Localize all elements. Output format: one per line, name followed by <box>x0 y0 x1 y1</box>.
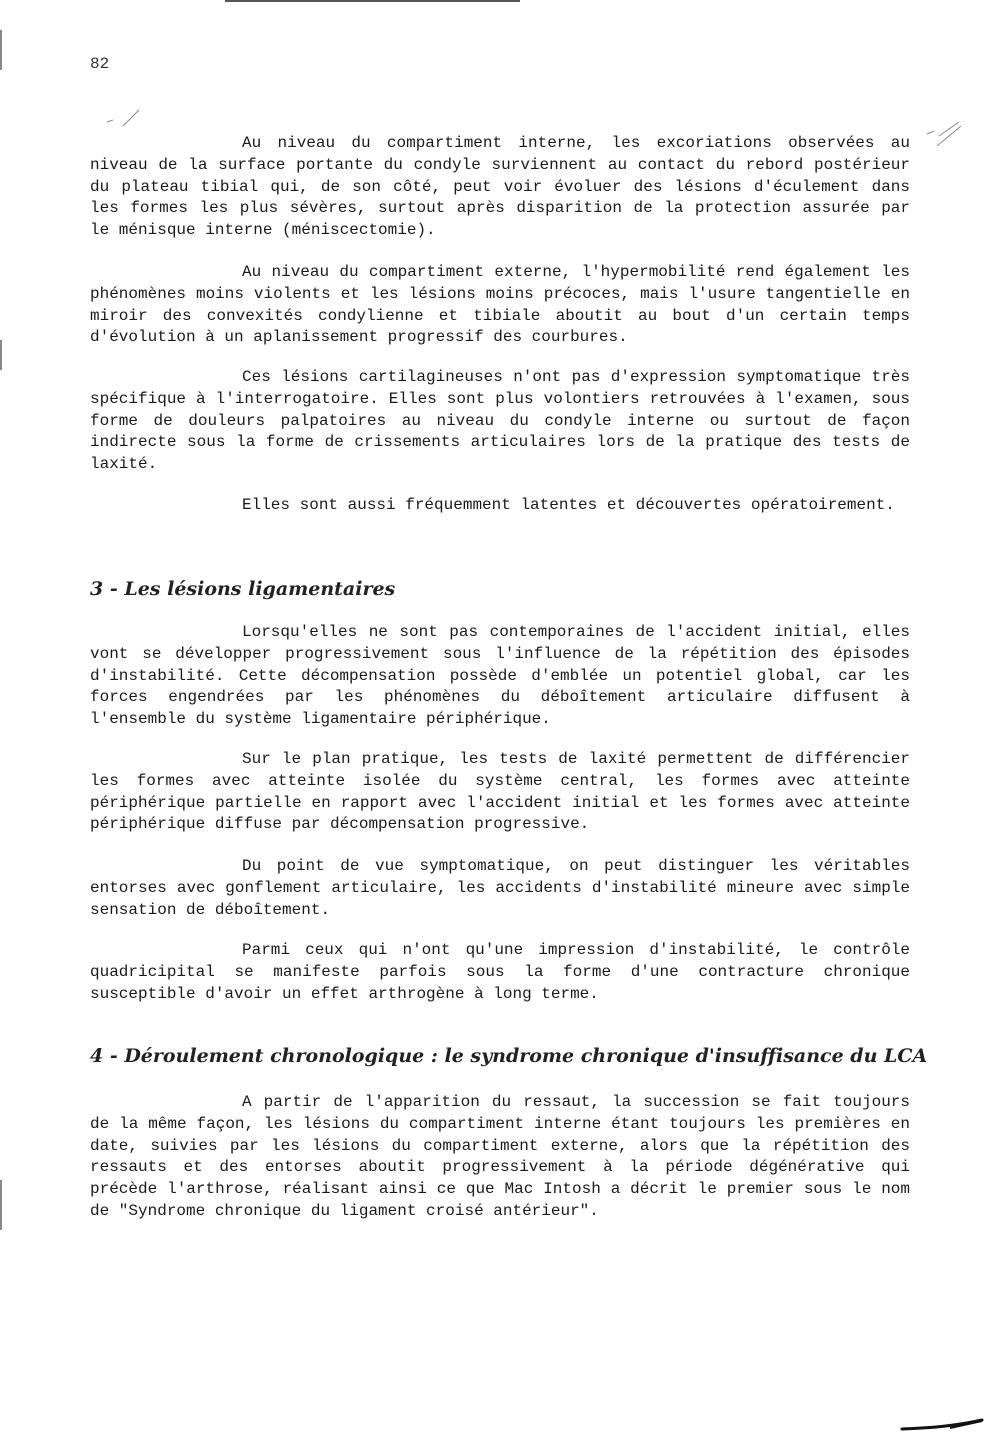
left-margin-mark <box>0 30 2 70</box>
section-heading: 3 - Les lésions ligamentaires <box>90 578 396 600</box>
paragraph: Sur le plan pratique, les tests de laxité permettent de différencier les formes avec atteinte isolée du système central, les formes avec atteinte périphérique partielle en rapport avec l'accident initial et les formes avec atteinte périphérique diffuse par décompensation progressive. <box>90 750 910 834</box>
paragraph: Parmi ceux qui n'ont qu'une impression d'instabilité, le contrôle quadricipital se manifeste parfois sous la forme d'une contracture chronique susceptible d'avoir un effet arthrogène à long terme. <box>90 941 910 1003</box>
paragraph: Ces lésions cartilagineuses n'ont pas d'expression symptomatique très spécifique à l'interrogatoire. Elles sont plus volontiers retrouvées à l'examen, sous forme de douleurs palpatoires au niveau du condyle interne ou surtout de façon indirecte sous la forme de crissements articulaires lors de la pratique des tests de laxité. <box>90 368 910 474</box>
paragraph: Elles sont aussi fréquemment latentes et découvertes opératoirement. <box>242 496 895 514</box>
section-heading: 4 - Déroulement chronologique : le syndrome chronique d'insuffisance du LCA <box>90 1045 928 1067</box>
top-rule <box>225 0 520 2</box>
pencil-mark <box>105 108 145 130</box>
left-margin-mark <box>0 1180 2 1230</box>
pen-stroke <box>900 1418 985 1432</box>
paragraph: Du point de vue symptomatique, on peut distinguer les véritables entorses avec gonflement articulaire, les accidents d'instabilité mineure avec simple sensation de déboîtement. <box>90 857 910 919</box>
paragraph: Au niveau du compartiment interne, les excoriations observées au niveau de la surface portante du condyle surviennent au contact du rebord postérieur du plateau tibial qui, de son côté, peut voir évoluer des lésions d'éculement dans les formes les plus sévères, surtout après disparition de la protection assurée par le ménisque interne (méniscectomie). <box>90 134 910 240</box>
paragraph: A partir de l'apparition du ressaut, la succession se fait toujours de la même façon, les lésions du compartiment interne étant toujours les premières en date, suivies par les lésions du compartiment externe, alors que la répétition des ressauts et des entorses aboutit progressivement à la période dégénérative qui précède l'arthrose, réalisant ainsi ce que Mac Intosh a décrit le premier sous le nom de "Syndrome chronique du ligament croisé antérieur". <box>90 1093 910 1220</box>
paragraph: Lorsqu'elles ne sont pas contemporaines de l'accident initial, elles vont se développer progressivement sous l'influence de la répétition des épisodes d'instabilité. Cette décompensation possède d'emblée un potentiel global, car les forces engendrées par les phénomènes du déboîtement articulaire diffusent à l'ensemble du système ligamentaire périphérique. <box>90 623 910 729</box>
pencil-mark <box>925 120 965 150</box>
page-number: 82 <box>90 55 110 73</box>
paragraph: Au niveau du compartiment externe, l'hypermobilité rend également les phénomènes moins violents et les lésions moins précoces, mais l'usure tangentielle en miroir des convexités condylienne et tibiale aboutit au bout d'un certain temps d'évolution à un aplanissement progressif des courbures. <box>90 263 910 347</box>
left-margin-mark <box>0 340 2 370</box>
